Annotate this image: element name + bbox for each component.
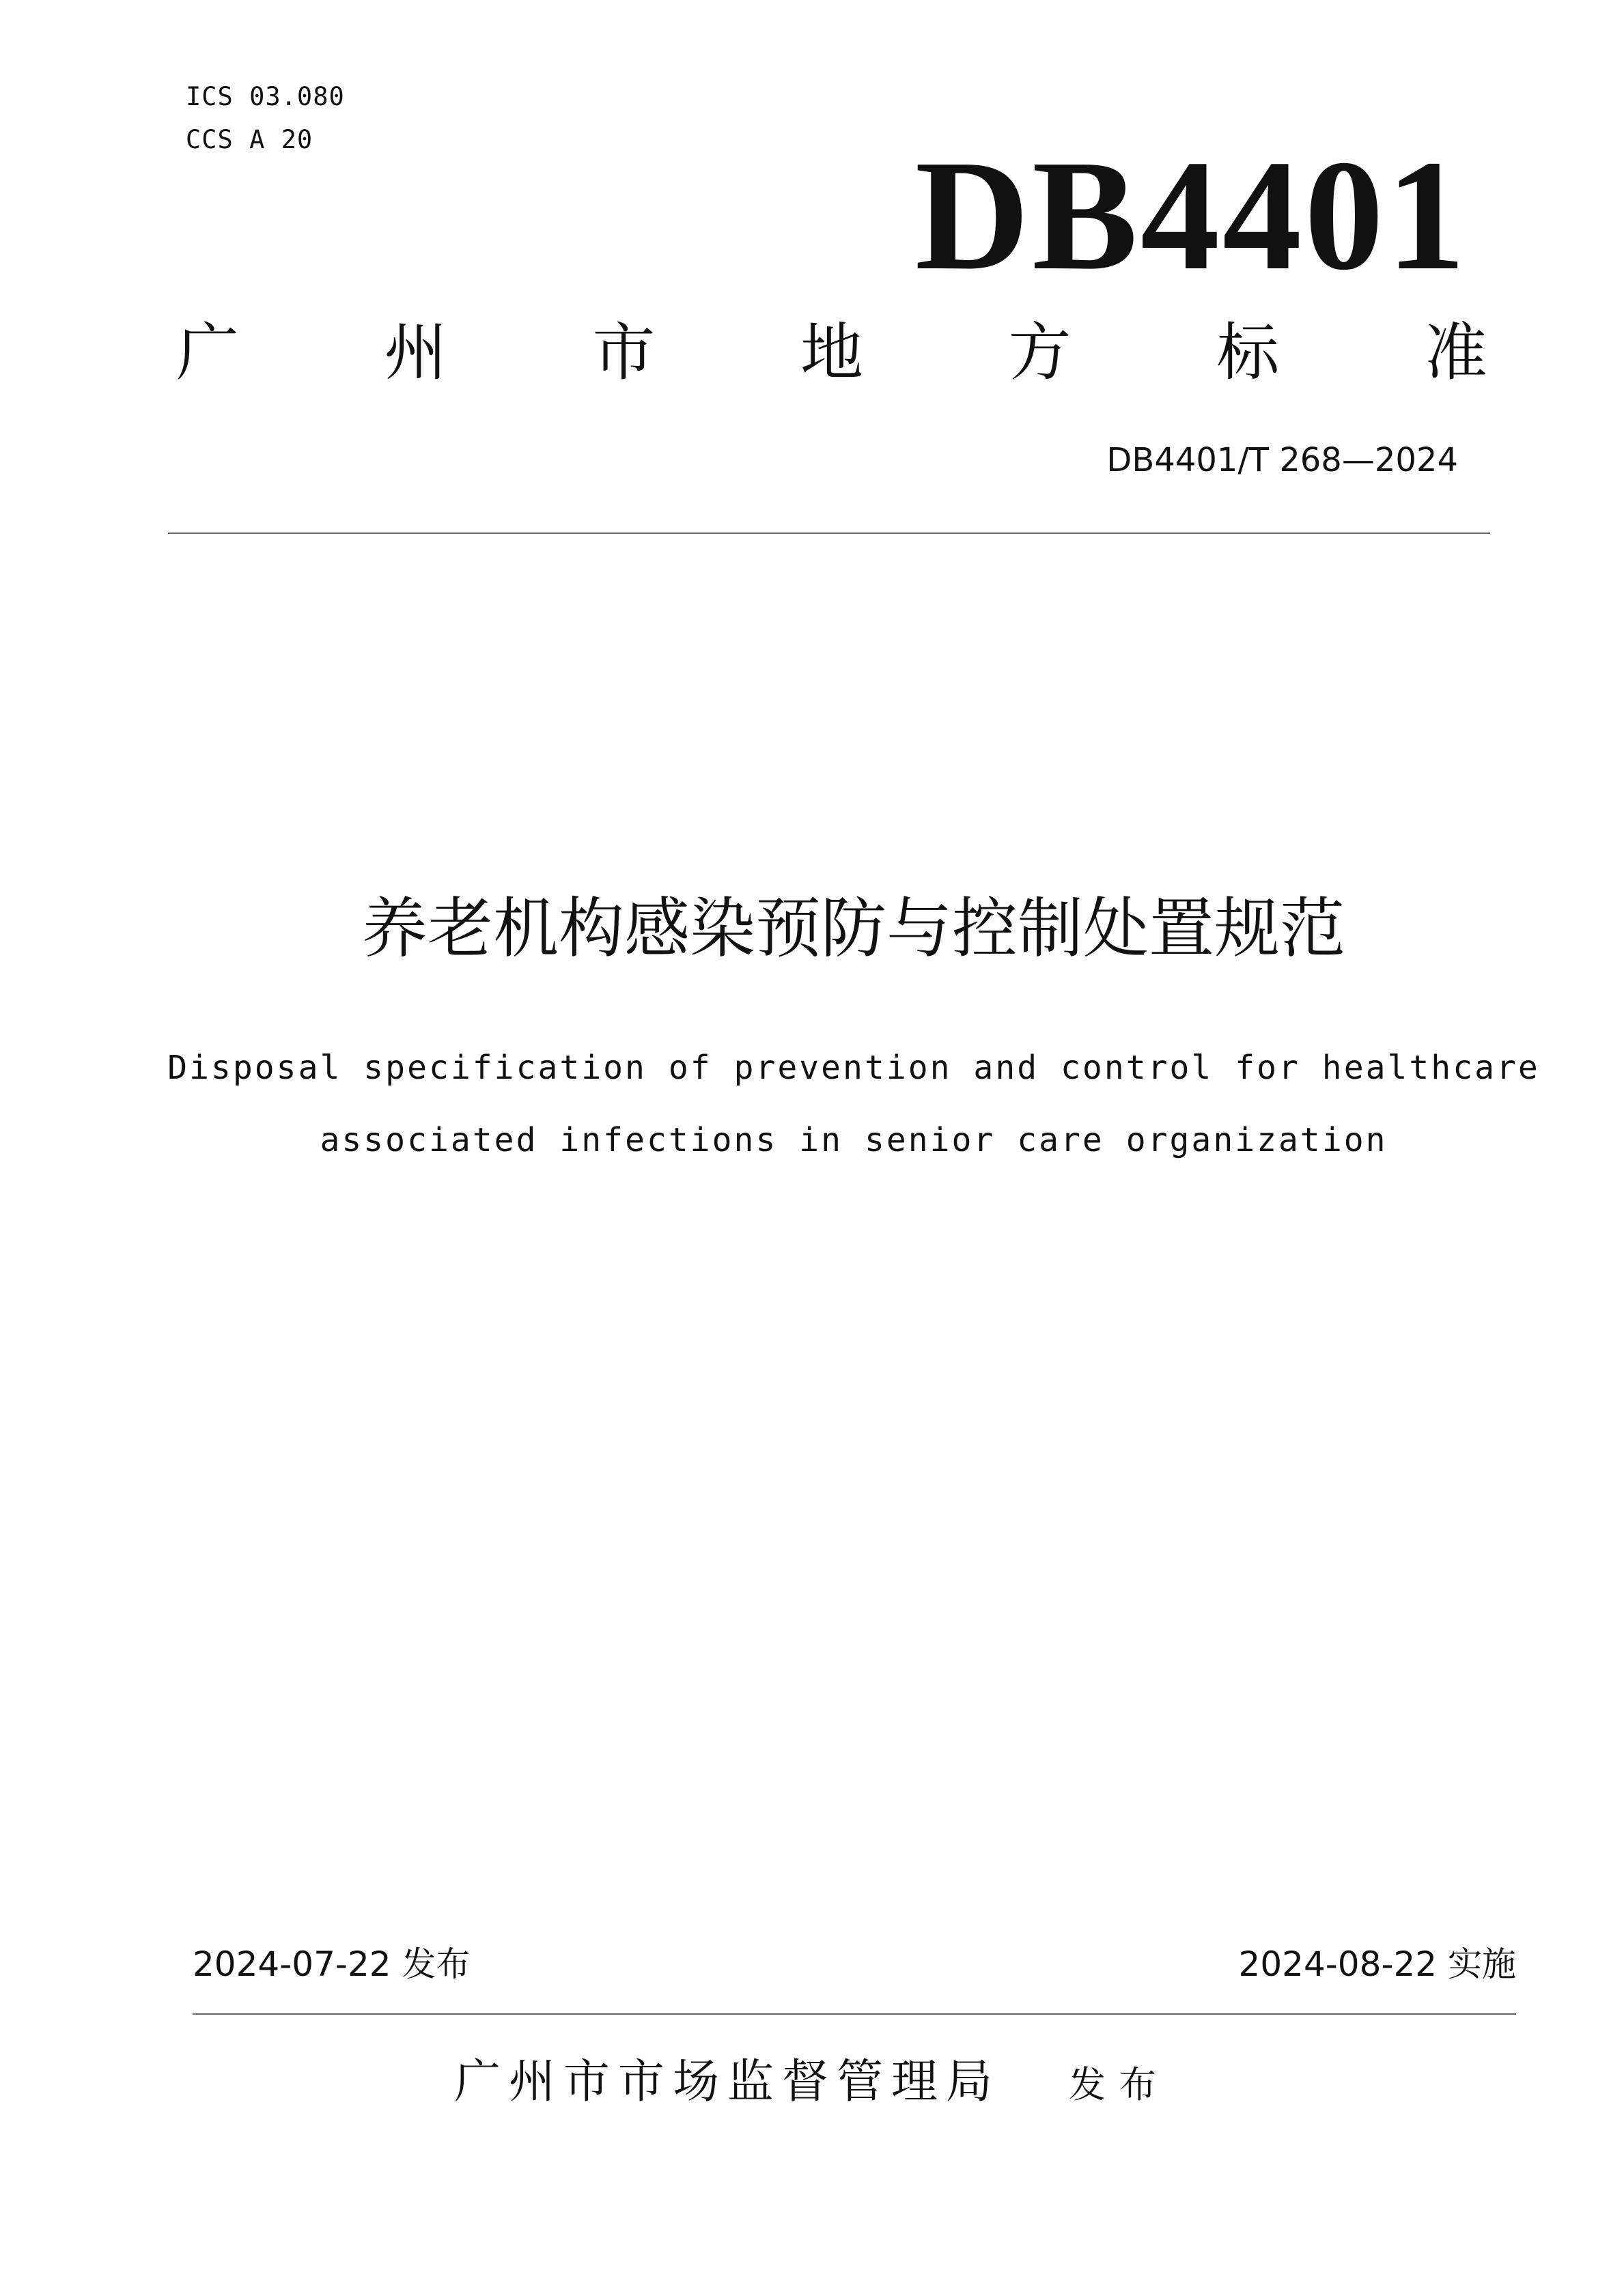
standard-type-char: 地: [800, 316, 863, 389]
standard-type-char: 准: [1424, 316, 1487, 389]
publish-date: 2024-07-22 发布: [193, 1944, 471, 1984]
standard-type-char: 标: [1216, 316, 1280, 389]
standard-type-char: 州: [384, 316, 447, 389]
footer-divider: [193, 2013, 1516, 2015]
publisher-action: 发布: [1069, 2063, 1170, 2106]
standard-number: DB4401/T 268—2024: [1106, 441, 1458, 479]
implementation-date: 2024-08-22 实施: [1238, 1944, 1516, 1984]
document-title-english-line-2: associated infections in senior care organization: [320, 1121, 1388, 1159]
standard-type-char: 市: [592, 316, 656, 389]
header-divider: [168, 533, 1490, 534]
standard-code-mark: DB4401: [914, 128, 1468, 303]
ics-code: ICS 03.080: [186, 82, 345, 111]
standard-type-char: 方: [1008, 316, 1072, 389]
standard-type-char: 广: [176, 316, 240, 389]
standard-type-heading: [176, 315, 1487, 391]
document-title-english-line-1: Disposal specification of prevention and control for healthcare: [167, 1049, 1540, 1087]
document-title-chinese: 养老机构感染预防与控制处置规范: [362, 890, 1345, 967]
publisher-line: [0, 2048, 1624, 2128]
publisher-name: 广州市市场监督管理局: [453, 2055, 1000, 2109]
ccs-code: CCS A 20: [186, 125, 313, 154]
